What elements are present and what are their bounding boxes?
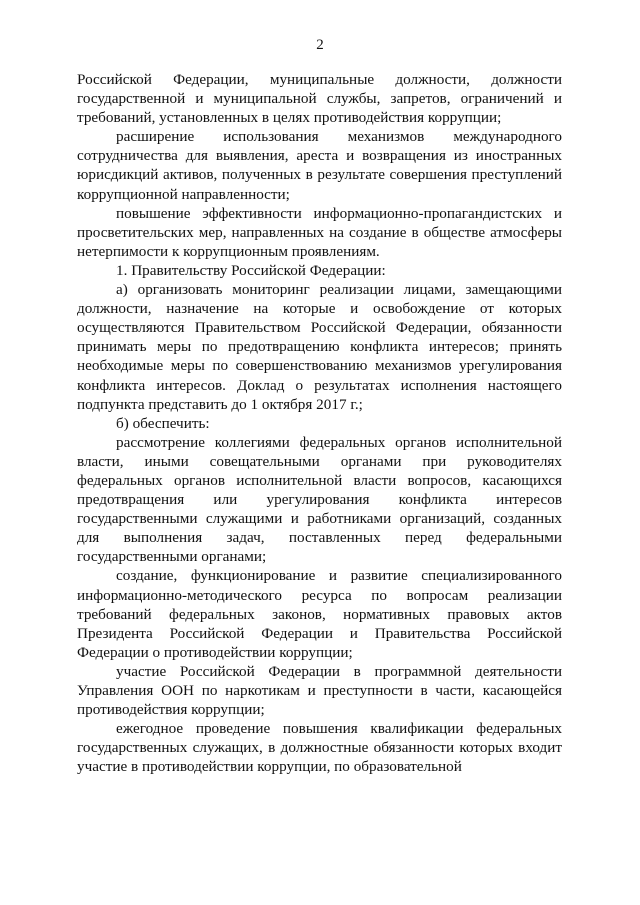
paragraph: Российской Федерации, муниципальные должности, должности государственной и муниципальной службы, запретов, ограничений и требований, установленных в целях противодействия коррупции; bbox=[77, 71, 562, 127]
paragraph-section-heading: 1. Правительству Российской Федерации: bbox=[116, 261, 386, 279]
paragraph: участие Российской Федерации в программной деятельности Управления ООН по наркотикам и преступности в части, касающейся противодействия коррупции; bbox=[77, 662, 562, 719]
page-number: 2 bbox=[316, 37, 324, 53]
paragraph: а) организовать мониторинг реализации лицами, замещающими должности, назначение на которые и освобождение от которых осуществляются Правительством Российской Федерации, обязанности принимать меры по предотвращению конфликта интересов; принять необходимые меры по совершенствованию механизмов урегулирования конфликта интересов. Доклад о результатах исполнения настоящего подпункта представить до 1 октября 2017 г.; bbox=[77, 281, 562, 413]
paragraph: повышение эффективности информационно-пропагандистских и просветительских мер, направленных на создание в обществе атмосферы нетерпимости к коррупционным проявлениям. bbox=[77, 204, 562, 260]
paragraph: создание, функционирование и развитие специализированного информационно-методического ресурса по вопросам реализации требований федеральных законов, нормативных правовых актов Президента Российской Федерации и Правительства Российской Федерации о противодействии коррупции; bbox=[77, 567, 562, 661]
paragraph: рассмотрение коллегиями федеральных органов исполнительной власти, иными совещательными органами при руководителях федеральных органов исполнительной власти вопросов, касающихся предотвращения или урегулирования конфликта интересов государственными служащими и работниками организаций, созданных для выполнения задач, поставленных перед федеральными государственными органами; bbox=[77, 433, 562, 566]
paragraph: б) обеспечить: bbox=[116, 414, 210, 432]
paragraph: расширение использования механизмов международного сотрудничества для выявления, ареста и возвращения из иностранных юрисдикций активов, полученных в результате совершения преступлений коррупционной направленности; bbox=[77, 128, 562, 203]
paragraph: ежегодное проведение повышения квалификации федеральных государственных служащих, в должностные обязанности которых входит участие в противодействии коррупции, по образовательной bbox=[77, 720, 562, 776]
document-body bbox=[77, 70, 562, 776]
